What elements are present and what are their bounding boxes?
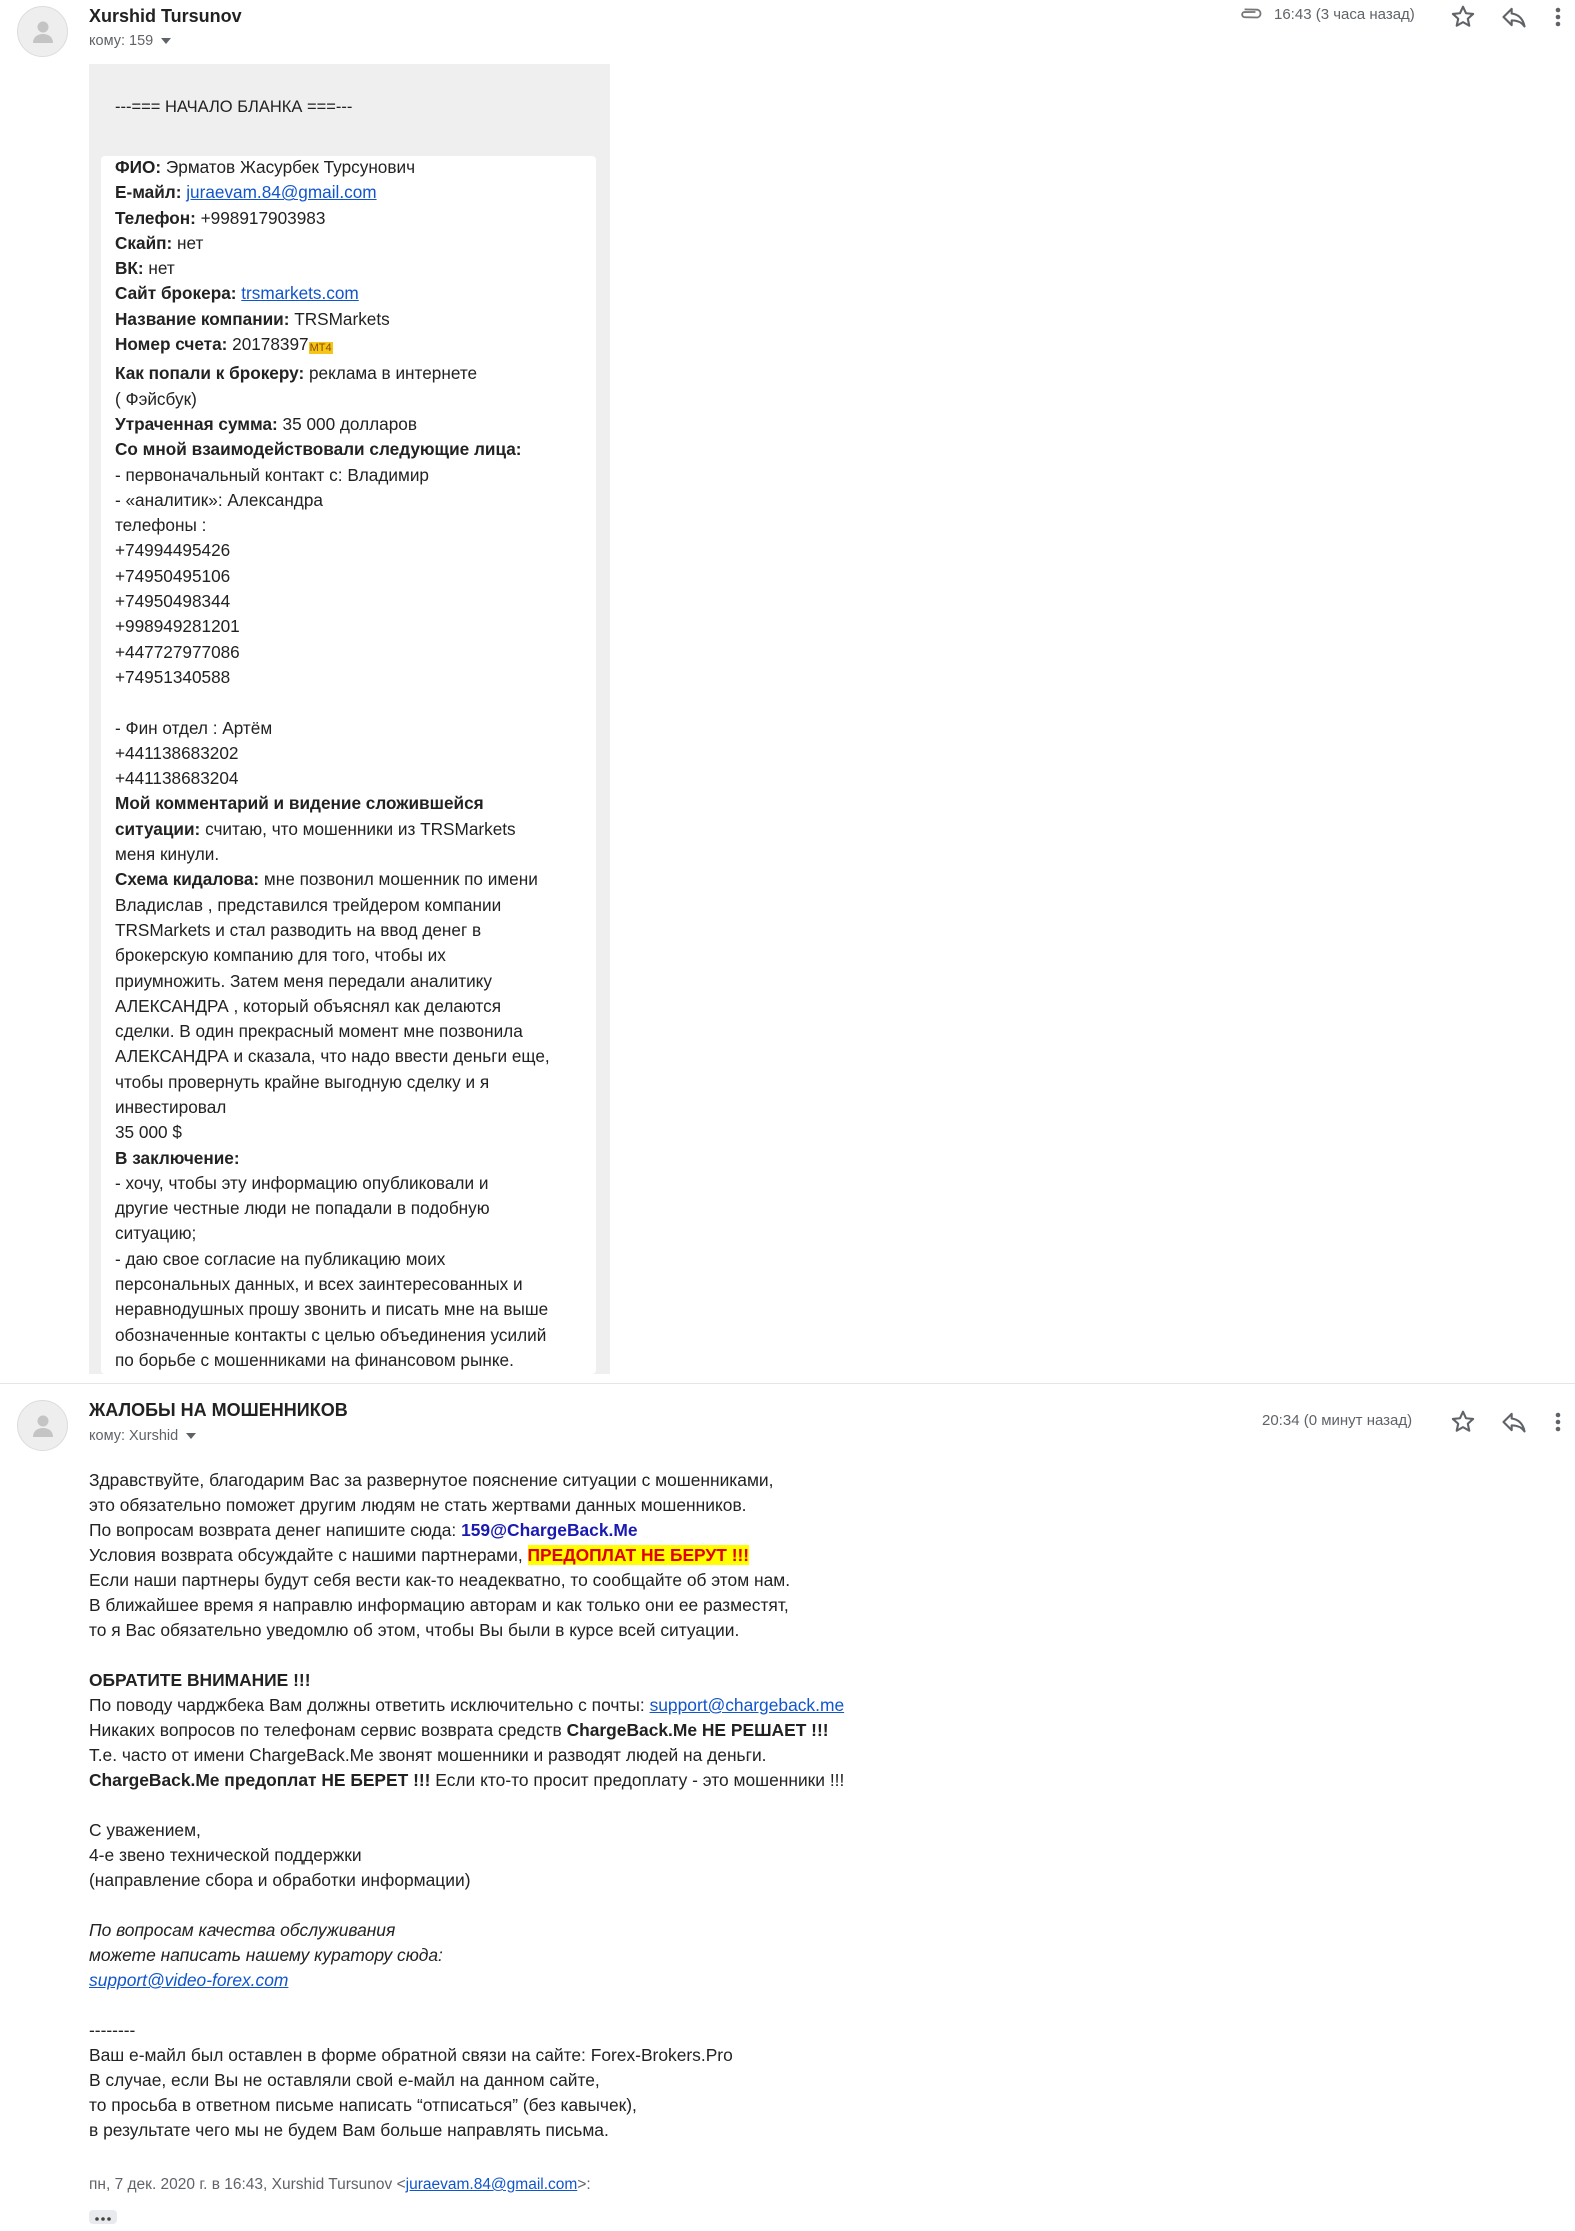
blank-line xyxy=(89,1643,1069,1668)
ellipsis-icon xyxy=(89,2212,117,2226)
blank-line xyxy=(89,1793,1069,1818)
conclusion-line: обозначенные контакты с целью объединения усилий xyxy=(115,1324,547,1345)
field-phone: Телефон: +998917903983 xyxy=(115,207,326,228)
quote-email-link[interactable]: juraevam.84@gmail.com xyxy=(405,2176,578,2193)
persons-line: телефоны : xyxy=(115,515,207,536)
blank-line xyxy=(89,1893,1069,1918)
persons-line: - Фин отдел : Артём xyxy=(115,717,273,738)
sender-avatar[interactable] xyxy=(17,1400,68,1451)
body-line: это обязательно поможет другим людям не стать жертвами данных мошенников. xyxy=(89,1495,747,1515)
noprepay-line: ChargeBack.Me предоплат НЕ БЕРЕТ !!! Если кто-то просит предоплату - это мошенники !!! xyxy=(89,1770,845,1790)
comment-label: Мой комментарий и видение сложившейся xyxy=(115,793,484,814)
attention-heading: ОБРАТИТЕ ВНИМАНИЕ !!! xyxy=(89,1670,311,1690)
field-fio: ФИО: Эрматов Жасурбек Турсунович xyxy=(115,157,416,177)
scheme-line: АЛЕКСАНДРА , который объяснял как делаются xyxy=(115,995,502,1016)
footer-line: то просьба в ответном письме написать “отписаться” (без кавычек), xyxy=(89,2095,637,2115)
body-line: Т.е. часто от имени ChargeBack.Me звонят мошенники и разводят людей на деньги. xyxy=(89,1745,767,1765)
refund-email-link[interactable]: 159@ChargeBack.Me xyxy=(461,1520,638,1540)
persons-line xyxy=(115,690,595,715)
field-how-cont: ( Фэйсбук) xyxy=(115,388,197,409)
conclusion-line: по борьбе с мошенниками на финансовом рынке. xyxy=(115,1349,514,1370)
scheme-line: АЛЕКСАНДРА и сказала, что надо ввести деньги еще, xyxy=(115,1046,550,1067)
persons-line: +447727977086 xyxy=(115,641,240,662)
body-line: то я Вас обязательно уведомлю об этом, чтобы Вы были в курсе всей ситуации. xyxy=(89,1620,740,1640)
quality-line: можете написать нашему куратору сюда: xyxy=(89,1945,443,1965)
persons-line: +74950495106 xyxy=(115,565,231,586)
form-header: ---=== НАЧАЛО БЛАНКА ===--- xyxy=(115,98,353,116)
support-email-link[interactable]: support@chargeback.me xyxy=(649,1695,845,1715)
message-time: 16:43 (3 часа назад) xyxy=(1274,6,1415,23)
scheme-line: сделки. В один прекрасный момент мне позвонила xyxy=(115,1021,523,1042)
more-vert-icon[interactable] xyxy=(1548,1408,1568,1436)
scheme-line: Схема кидалова: мне позвонил мошенник по имени xyxy=(115,869,538,890)
mt4-badge: MT4 xyxy=(309,342,332,355)
scheme-line: 35 000 $ xyxy=(115,1122,182,1143)
chevron-down-icon xyxy=(186,1433,196,1439)
form-fields xyxy=(115,155,595,1373)
conclusion-line: персональных данных, и всех заинтересованных и xyxy=(115,1274,523,1295)
chargeback-line: По поводу чарджбека Вам должны ответить исключительно с почты: support@chargeback.me xyxy=(89,1695,845,1715)
more-vert-icon[interactable] xyxy=(1548,3,1568,31)
scheme-line: приумножить. Затем меня передали аналитику xyxy=(115,970,492,991)
field-account: Номер счета: 20178397MT4 xyxy=(115,334,332,355)
scheme-line: брокерскую компанию для того, чтобы их xyxy=(115,945,446,966)
comment-line: меня кинули. xyxy=(115,844,220,865)
broker-site-link[interactable]: trsmarkets.com xyxy=(241,283,359,304)
curator-email-link[interactable]: support@video-forex.com xyxy=(89,1970,289,1990)
persons-line: +74950498344 xyxy=(115,591,231,612)
persons-line: +998949281201 xyxy=(115,616,240,637)
field-lost: Утраченная сумма: 35 000 долларов xyxy=(115,413,417,434)
conclusion-line: - хочу, чтобы эту информацию опубликовали и xyxy=(115,1172,489,1193)
field-persons-label: Со мной взаимодействовали следующие лица: xyxy=(115,439,522,460)
attachment-icon xyxy=(1240,3,1264,23)
person-icon xyxy=(30,1412,56,1440)
phones-line: Никаких вопросов по телефонам сервис возврата средств ChargeBack.Me НЕ РЕШАЕТ !!! xyxy=(89,1720,829,1740)
conclusion-line: - даю свое согласие на публикацию моих xyxy=(115,1248,446,1269)
signature-line: С уважением, xyxy=(89,1820,201,1840)
persons-line: - первоначальный контакт с: Владимир xyxy=(115,464,429,485)
conclusion-line: ситуацию; xyxy=(115,1223,197,1244)
body-line: Здравствуйте, благодарим Вас за развернутое пояснение ситуации с мошенниками, xyxy=(89,1470,774,1490)
refund-line: По вопросам возврата денег напишите сюда: 159@ChargeBack.Me xyxy=(89,1520,638,1540)
reply-body xyxy=(89,1468,1069,2143)
recipient-toggle[interactable] xyxy=(89,1428,196,1444)
persons-line: +74994495426 xyxy=(115,540,231,561)
field-vk: ВК: нет xyxy=(115,258,175,279)
field-broker-site: Сайт брокера: trsmarkets.com xyxy=(115,283,359,304)
footer-line: Ваш е-майл был оставлен в форме обратной связи на сайте: Forex-Brokers.Pro xyxy=(89,2045,733,2065)
sender-avatar[interactable] xyxy=(17,6,68,57)
quality-line: По вопросам качества обслуживания xyxy=(89,1920,396,1940)
body-line: Если наши партнеры будут себя вести как-то неадекватно, то сообщайте об этом нам. xyxy=(89,1570,791,1590)
person-icon xyxy=(30,18,56,46)
sender-name[interactable]: ЖАЛОБЫ НА МОШЕННИКОВ xyxy=(89,1400,348,1420)
field-email: E-майл: juraevam.84@gmail.com xyxy=(115,182,377,203)
field-company: Название компании: TRSMarkets xyxy=(115,308,390,329)
persons-line: +441138683202 xyxy=(115,742,239,763)
reply-icon[interactable] xyxy=(1500,3,1528,31)
star-icon[interactable] xyxy=(1449,1408,1477,1436)
field-how: Как попали к брокеру: реклама в интернете xyxy=(115,363,478,384)
comment-line: ситуации: считаю, что мошенники из TRSMarkets xyxy=(115,818,516,839)
message-time: 20:34 (0 минут назад) xyxy=(1262,1412,1413,1429)
blank-line xyxy=(89,1993,1069,2018)
conclusion-label: В заключение: xyxy=(115,1147,240,1168)
scheme-line: Владислав , представился трейдером компании xyxy=(115,894,502,915)
quote-attribution: пн, 7 дек. 2020 г. в 16:43, Xurshid Tursunov <juraevam.84@gmail.com>: xyxy=(89,2176,591,2193)
body-line: В ближайшее время я направлю информацию авторам и как только они ее разместят, xyxy=(89,1595,789,1615)
field-skype: Скайп: нет xyxy=(115,232,204,253)
recipient-toggle[interactable] xyxy=(89,33,171,49)
persons-line: +441138683204 xyxy=(115,768,239,789)
conclusion-line: другие честные люди не попадали в подобную xyxy=(115,1198,490,1219)
star-icon[interactable] xyxy=(1449,3,1477,31)
no-prepayment-highlight: ПРЕДОПЛАТ НЕ БЕРУТ !!! xyxy=(527,1545,750,1565)
scheme-line: TRSMarkets и стал разводить на ввод денег в xyxy=(115,919,482,940)
footer-line: в результате чего мы не будем Вам больше направлять письма. xyxy=(89,2120,609,2140)
signature-line: 4-е звено технической поддержки xyxy=(89,1845,362,1865)
email-link[interactable]: juraevam.84@gmail.com xyxy=(186,182,377,203)
chevron-down-icon xyxy=(161,38,171,44)
recipient-label: кому: Xurshid xyxy=(89,1428,179,1444)
scheme-line: инвестировал xyxy=(115,1096,227,1117)
footer-line: В случае, если Вы не оставляли свой е-майл на данном сайте, xyxy=(89,2070,600,2090)
separator: -------- xyxy=(89,2020,136,2040)
scheme-line: чтобы провернуть крайне выгодную сделку и я xyxy=(115,1071,490,1092)
reply-icon[interactable] xyxy=(1500,1408,1528,1436)
persons-line: +74951340588 xyxy=(115,666,231,687)
sender-name[interactable]: Xurshid Tursunov xyxy=(89,6,242,26)
persons-line: - «аналитик»: Александра xyxy=(115,489,323,510)
partners-line: Условия возврата обсуждайте с нашими партнерами, ПРЕДОПЛАТ НЕ БЕРУТ !!! xyxy=(89,1545,750,1565)
recipient-label: кому: 159 xyxy=(89,33,154,49)
conclusion-line: неравнодушных прошу звонить и писать мне на выше xyxy=(115,1299,549,1320)
show-trimmed-content-button[interactable] xyxy=(89,2210,117,2224)
signature-line: (направление сбора и обработки информации) xyxy=(89,1870,471,1890)
